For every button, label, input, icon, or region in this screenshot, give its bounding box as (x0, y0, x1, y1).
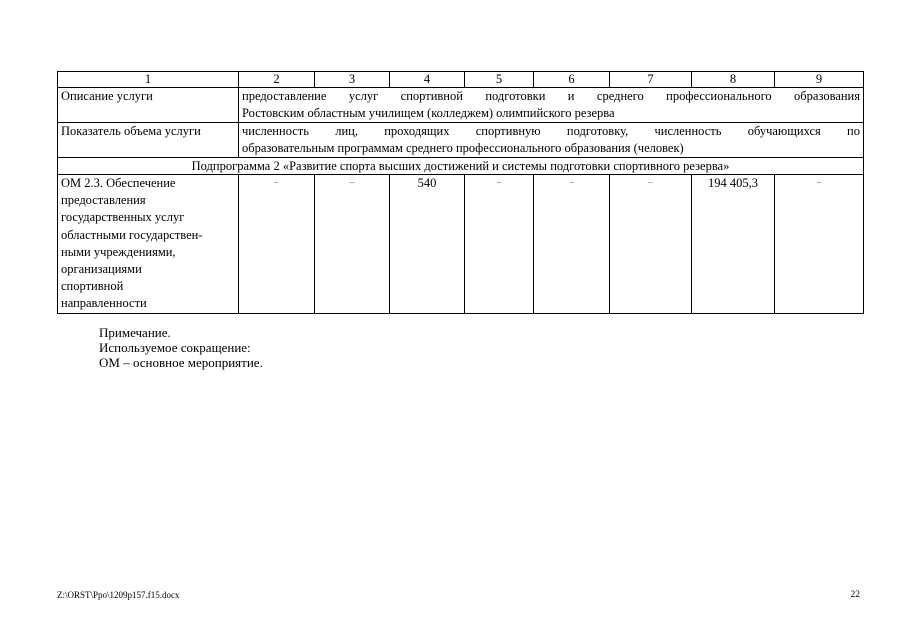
column-header: 6 (534, 72, 610, 88)
om-name-line: государственных услуг (61, 210, 185, 225)
table-cell: – (775, 175, 864, 314)
om-name-line: организациями (61, 262, 142, 277)
column-header: 3 (315, 72, 390, 88)
column-header: 7 (610, 72, 692, 88)
column-header: 5 (465, 72, 534, 88)
om-row (58, 175, 864, 314)
text-line: численность лиц, проходящих спортивную подготовку, численность обучающихся по (242, 124, 860, 138)
table-cell: – (315, 175, 390, 314)
column-header: 4 (390, 72, 465, 88)
om-name-line: предоставления (61, 193, 146, 208)
subprogram-title: Подпрограмма 2 «Развитие спорта высших достижений и системы подготовки спортивного резерва» (58, 158, 864, 175)
volume-indicator-text (239, 123, 864, 158)
text-line: предоставление услуг спортивной подготовки и среднего профессионального образования (242, 89, 860, 103)
om-name-line: ОМ 2.3. Обеспечение (61, 176, 176, 190)
subprogram-row (58, 158, 864, 175)
column-header: 1 (58, 72, 239, 88)
volume-indicator-row (58, 123, 864, 158)
table-cell: – (239, 175, 315, 314)
page-number: 22 (850, 590, 860, 600)
row-label: Описание услуги (58, 88, 239, 123)
note-line: ОМ – основное мероприятие. (99, 355, 263, 370)
om-name-line: ными учреждениями, (61, 244, 176, 259)
table-cell: – (465, 175, 534, 314)
column-number-row (58, 72, 864, 88)
om-name-cell (58, 175, 239, 314)
om-name-line: областными государствен- (61, 227, 203, 242)
column-header: 8 (692, 72, 775, 88)
table-cell: – (534, 175, 610, 314)
column-header: 2 (239, 72, 315, 88)
table-cell: 194 405,3 (692, 175, 775, 314)
note-title: Примечание. (99, 325, 171, 340)
table-cell: – (610, 175, 692, 314)
text-line: Ростовским областным училищем (колледжем) олимпийского резерва (242, 106, 615, 120)
note-block (99, 325, 263, 370)
data-table (57, 71, 864, 314)
om-name-line: спортивной (61, 279, 124, 294)
row-label: Показатель объема услуги (58, 123, 239, 158)
note-line: Используемое сокращение: (99, 340, 251, 355)
service-description-text (239, 88, 864, 123)
table-cell: 540 (390, 175, 465, 314)
service-description-row (58, 88, 864, 123)
column-header: 9 (775, 72, 864, 88)
text-line: образовательным программам среднего профессионального образования (человек) (242, 141, 684, 155)
om-name-line: направленности (61, 296, 147, 311)
footer-file-path: Z:\ORST\Ppo\1209p157.f15.docx (57, 590, 180, 600)
